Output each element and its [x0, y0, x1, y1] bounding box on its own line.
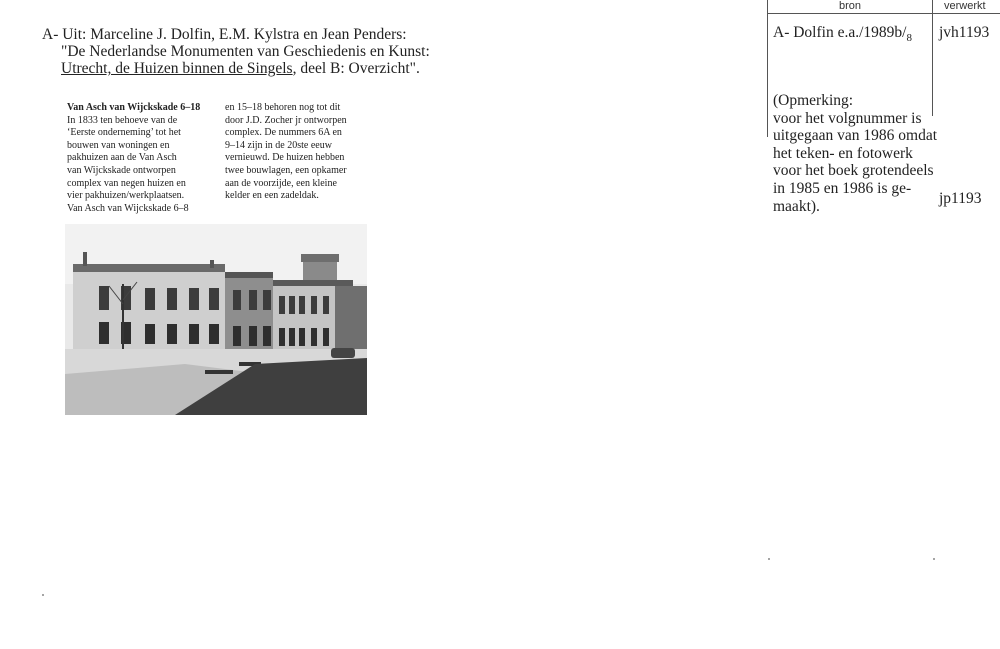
- article-line: aan de voorzijde, een kleine: [225, 177, 337, 189]
- article-line: van Wijckskade ontworpen: [67, 164, 176, 176]
- citation-line-1: A- Uit: Marceline J. Dolfin, E.M. Kylstra en Jean Penders:: [42, 26, 407, 43]
- article-line: 9–14 zijn in de 20ste eeuw: [225, 139, 332, 151]
- column-header-verwerkt: verwerkt: [944, 0, 986, 12]
- note-line: uitgegaan van 1986 omdat: [773, 127, 937, 145]
- article-line: In 1833 ten behoeve van de: [67, 114, 178, 126]
- article-line: en 15–18 behoren nog tot dit: [225, 102, 341, 113]
- article-line: vier pakhuizen/werkplaatsen.: [67, 190, 185, 202]
- note-line: in 1985 en 1986 is ge-: [773, 179, 912, 197]
- note-line: (Opmerking:: [773, 92, 854, 109]
- article-line: Van Asch van Wijckskade 6–8: [67, 202, 189, 214]
- note-line: voor het boek grotendeels: [773, 162, 934, 180]
- bron-entry-text: A- Dolfin e.a./1989b/: [773, 24, 907, 41]
- table-rule-left: [767, 0, 768, 137]
- citation-block: [42, 26, 430, 77]
- verwerkt-entry-1: jvh1193: [939, 24, 990, 41]
- article-line: twee bouwlagen, een opkamer: [225, 164, 347, 176]
- article-line: ‘Eerste onderneming’ tot het: [67, 127, 181, 139]
- speck: [768, 558, 770, 560]
- article-line: door J.D. Zocher jr ontworpen: [225, 114, 347, 126]
- table-rule-header: [767, 13, 1000, 14]
- article-heading: Van Asch van Wijckskade 6–18: [67, 102, 201, 113]
- citation-title-underlined: Utrecht, de Huizen binnen de Singels: [61, 60, 293, 77]
- article-line: bouwen van woningen en: [67, 139, 170, 151]
- bron-entry-subscript: 8: [906, 32, 912, 45]
- citation-line-3-rest: , deel B: Overzicht".: [292, 60, 420, 77]
- article-line: complex. De nummers 6A en: [225, 127, 342, 139]
- speck: [933, 558, 935, 560]
- article-column-right: [225, 102, 380, 203]
- verwerkt-entry-2: jp1193: [939, 190, 982, 207]
- bron-entry: [773, 24, 912, 44]
- article-line: vernieuwd. De huizen hebben: [225, 152, 345, 164]
- column-header-bron: bron: [839, 0, 862, 12]
- note-line: voor het volgnummer is: [773, 109, 922, 127]
- citation-line-2: "De Nederlandse Monumenten van Geschiedenis en Kunst:: [61, 43, 430, 60]
- article-line: complex van negen huizen en: [67, 177, 186, 189]
- citation-line-3: [42, 60, 430, 77]
- speck: [42, 594, 44, 596]
- article-column-left: [67, 102, 217, 215]
- building-photo: [65, 224, 367, 415]
- note-line: maakt).: [773, 197, 820, 215]
- article-line: kelder en een zadeldak.: [225, 190, 319, 202]
- article-line: pakhuizen aan de Van Asch: [67, 152, 177, 164]
- note-line: het teken- en fotowerk: [773, 144, 913, 162]
- note-block: [773, 92, 937, 215]
